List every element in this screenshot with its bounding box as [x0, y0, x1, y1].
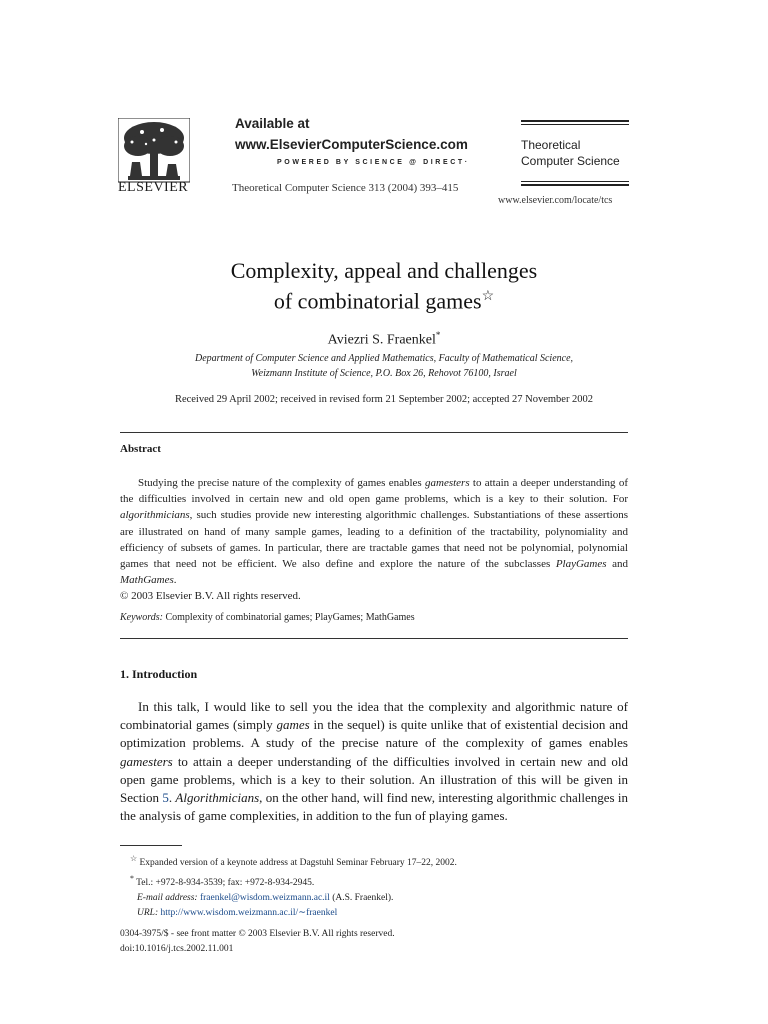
emphasis: algorithmicians: [120, 509, 190, 522]
affiliation-line1: Department of Computer Science and Applied Mathematics, Faculty of Mathematical Science,: [194, 353, 574, 364]
abstract-text-part: to attain a deeper understanding of the difficulties involved in certain new and old open game problems, which is a key to their solution. For: [120, 477, 628, 506]
email-label: E-mail address:: [137, 893, 198, 904]
title-line2: of combinatorial games: [273, 288, 482, 314]
footnote-mark: ☆: [130, 854, 138, 863]
rule: [521, 184, 629, 186]
journal-reference: Theoretical Computer Science 313 (2004) 393–415: [232, 182, 459, 194]
journal-title-line2: Computer Science: [521, 154, 620, 168]
emphasis: games: [276, 717, 310, 733]
emphasis: gamesters: [425, 477, 470, 489]
email-link[interactable]: fraenkel@wisdom.weizmann.ac.il: [199, 893, 330, 904]
emphasis: Algorithmicians: [175, 790, 260, 806]
author-name: Aviezri S. Fraenkel: [327, 332, 436, 348]
intro-text-part: .: [168, 790, 176, 806]
affiliation: [0, 351, 768, 381]
footnote-text: Tel.: +972-8-934-3539; fax: +972-8-934-2945.: [133, 878, 315, 889]
footnote-url: [130, 906, 457, 921]
divider: [120, 638, 628, 639]
abstract-text-part: .: [173, 574, 177, 587]
intro-text-part: In this talk, I would like to sell you the idea that the complexity and algorithmic nature of combinatorial games (simply: [120, 699, 628, 733]
intro-text-part: to attain a deeper understanding of the difficulties involved in certain new and old open game problems, which is a key to their solution. An illustration of this will be given in Section: [120, 753, 628, 806]
rule: [521, 120, 629, 122]
footnote-star: [130, 851, 457, 871]
copyright-line: © 2003 Elsevier B.V. All rights reserved.: [120, 590, 301, 603]
emphasis: gamesters: [120, 753, 173, 769]
journal-title-box: [521, 120, 629, 186]
section-reference-link[interactable]: 5: [162, 790, 169, 806]
footnote-asterisk: [130, 871, 457, 891]
powered-by-sciencedirect: POWERED BY SCIENCE @ DIRECT·: [277, 159, 470, 166]
abstract-heading: Abstract: [120, 443, 161, 455]
doi[interactable]: doi:10.1016/j.tcs.2002.11.001: [120, 944, 234, 954]
title-footnote-mark[interactable]: ☆: [481, 289, 495, 304]
elsevier-cs-site[interactable]: www.ElsevierComputerScience.com: [235, 137, 468, 152]
keywords-list: Complexity of combinatorial games; PlayGames; MathGames: [162, 612, 415, 623]
abstract-text-part: , such studies provide new interesting algorithmic challenges. Substantiations of these assertions are illustrated on hand of many sample games, leading to a definition of the tractability, polynomiality and efficiency of subsets of games. In particular, there are tractable games that need not be polynomial, polynomial games that need not be efficient. We also define and explore the nature of the subclasses: [120, 509, 628, 571]
received-dates: Received 29 April 2002; received in revised form 21 September 2002; accepted 27 November 2002: [174, 394, 594, 405]
issn-copyright: 0304-3975/$ - see front matter © 2003 Elsevier B.V. All rights reserved.: [120, 929, 395, 939]
journal-title-line1: Theoretical: [521, 138, 581, 152]
divider: [120, 432, 628, 433]
journal-title: [521, 137, 629, 169]
publisher-name: ELSEVIER: [118, 180, 189, 195]
author-footnote-mark[interactable]: *: [435, 330, 441, 340]
front-matter-info: [120, 927, 395, 957]
rule: [521, 124, 629, 125]
url-label: URL:: [137, 908, 159, 919]
footnote-email: [130, 891, 457, 906]
available-label: Available at: [235, 116, 310, 131]
footnotes: [130, 851, 457, 921]
emphasis: MathGames: [120, 574, 174, 587]
article-title: [0, 258, 768, 314]
abstract-text-part: and: [606, 558, 628, 571]
affiliation-line2: Weizmann Institute of Science, P.O. Box 26, Rehovot 76100, Israel: [251, 368, 517, 379]
intro-text-part: in the sequel) is quite unlike that of existential decision and optimization problems. A study of the precise nature of the complexity of games enables: [120, 717, 628, 751]
section-heading-introduction: 1. Introduction: [120, 667, 198, 681]
abstract-text: [120, 475, 628, 605]
abstract-text-part: Studying the precise nature of the complexity of games enables: [138, 477, 425, 489]
introduction-text: [120, 698, 628, 825]
journal-url[interactable]: www.elsevier.com/locate/tcs: [498, 195, 613, 206]
author: [0, 330, 768, 349]
footnote-rule: [120, 845, 182, 846]
keywords-label: Keywords:: [120, 612, 163, 623]
email-suffix: (A.S. Fraenkel).: [329, 893, 394, 904]
footnote-mark: *: [130, 874, 134, 884]
footnote-text: Expanded version of a keynote address at Dagstuhl Seminar February 17–22, 2002.: [137, 858, 457, 869]
emphasis: PlayGames: [555, 558, 607, 571]
title-line1: Complexity, appeal and challenges: [230, 258, 538, 283]
keywords: [120, 612, 415, 623]
rule: [521, 181, 629, 182]
homepage-link[interactable]: http://www.wisdom.weizmann.ac.il/∼fraenkel: [160, 908, 338, 919]
intro-text-part: , on the other hand, will find new, interesting algorithmic challenges in the analysis of game complexities, in addition to the fun of playing games.: [120, 790, 629, 824]
available-at-banner: [235, 116, 470, 166]
